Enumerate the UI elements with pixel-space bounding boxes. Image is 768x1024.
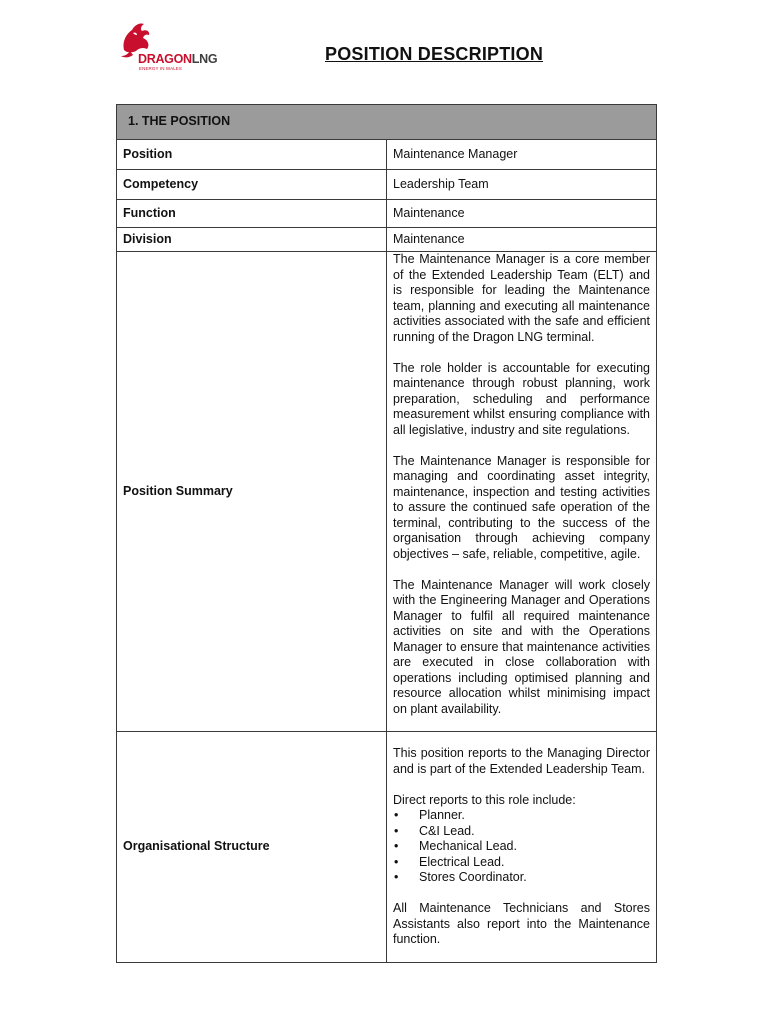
- list-item: • Planner.: [393, 808, 650, 824]
- row-value-position: Maintenance Manager: [387, 140, 657, 170]
- row-value-division: Maintenance: [387, 228, 657, 252]
- summary-paragraph: The Maintenance Manager will work closely with the Engineering Manager and Operations Manager to fulfil all required maintenance activities on site and with the Operations Manager to ensure that maintenance activities are executed in close collaboration with operations including optimised planning and resource allocation whilst minimising impact on plant availability.: [393, 577, 650, 716]
- row-label-structure: Organisational Structure: [117, 732, 387, 963]
- row-value-summary: [387, 252, 657, 732]
- position-table: [116, 104, 657, 963]
- table-row: [117, 140, 657, 170]
- table-row: [117, 228, 657, 252]
- direct-reports-list: [393, 808, 650, 886]
- row-value-function: Maintenance: [387, 200, 657, 228]
- logo-brand-suffix: LNG: [191, 52, 218, 66]
- list-item: • C&I Lead.: [393, 824, 650, 840]
- logo-brand-text: DRAGON: [138, 52, 192, 66]
- summary-paragraph: The Maintenance Manager is a core member of the Extended Leadership Team (ELT) and is responsible for leading the Maintenance team, planning and executing all maintenance activities associated with the safe and efficient running of the Dragon LNG terminal.: [393, 252, 650, 344]
- row-label-division: Division: [117, 228, 387, 252]
- row-value-structure: [387, 732, 657, 963]
- summary-paragraph: The Maintenance Manager is responsible for managing and coordinating asset integrity, maintenance, inspection and testing activities to assure the continued safe operation of the terminal, contributing to the success of the organisation through achieving company objectives – safe, reliable, competitive, agile.: [393, 453, 650, 561]
- row-value-competency: Leadership Team: [387, 170, 657, 200]
- row-label-competency: Competency: [117, 170, 387, 200]
- structure-closing: All Maintenance Technicians and Stores Assistants also report into the Maintenance function.: [393, 901, 650, 947]
- row-label-position: Position: [117, 140, 387, 170]
- list-item: • Electrical Lead.: [393, 855, 650, 871]
- reports-heading: Direct reports to this role include:: [393, 792, 576, 807]
- summary-paragraph: The role holder is accountable for executing maintenance through robust planning, work preparation, scheduling and performance measurement whilst ensuring compliance with all legislative, industry and site regulations.: [393, 360, 650, 437]
- table-row: [117, 252, 657, 732]
- list-item: • Stores Coordinator.: [393, 870, 650, 886]
- table-row: [117, 200, 657, 228]
- table-row: [117, 170, 657, 200]
- section-header-row: [117, 105, 657, 140]
- section-heading: 1. THE POSITION: [117, 105, 657, 140]
- document-title: POSITION DESCRIPTION: [325, 44, 544, 64]
- table-row: [117, 732, 657, 963]
- logo-tagline: ENERGY IN WALES: [139, 66, 183, 71]
- company-logo: [108, 20, 220, 76]
- list-item: • Mechanical Lead.: [393, 839, 650, 855]
- row-label-function: Function: [117, 200, 387, 228]
- row-label-summary: Position Summary: [117, 252, 387, 732]
- structure-intro: This position reports to the Managing Director and is part of the Extended Leadership Team.: [393, 746, 650, 776]
